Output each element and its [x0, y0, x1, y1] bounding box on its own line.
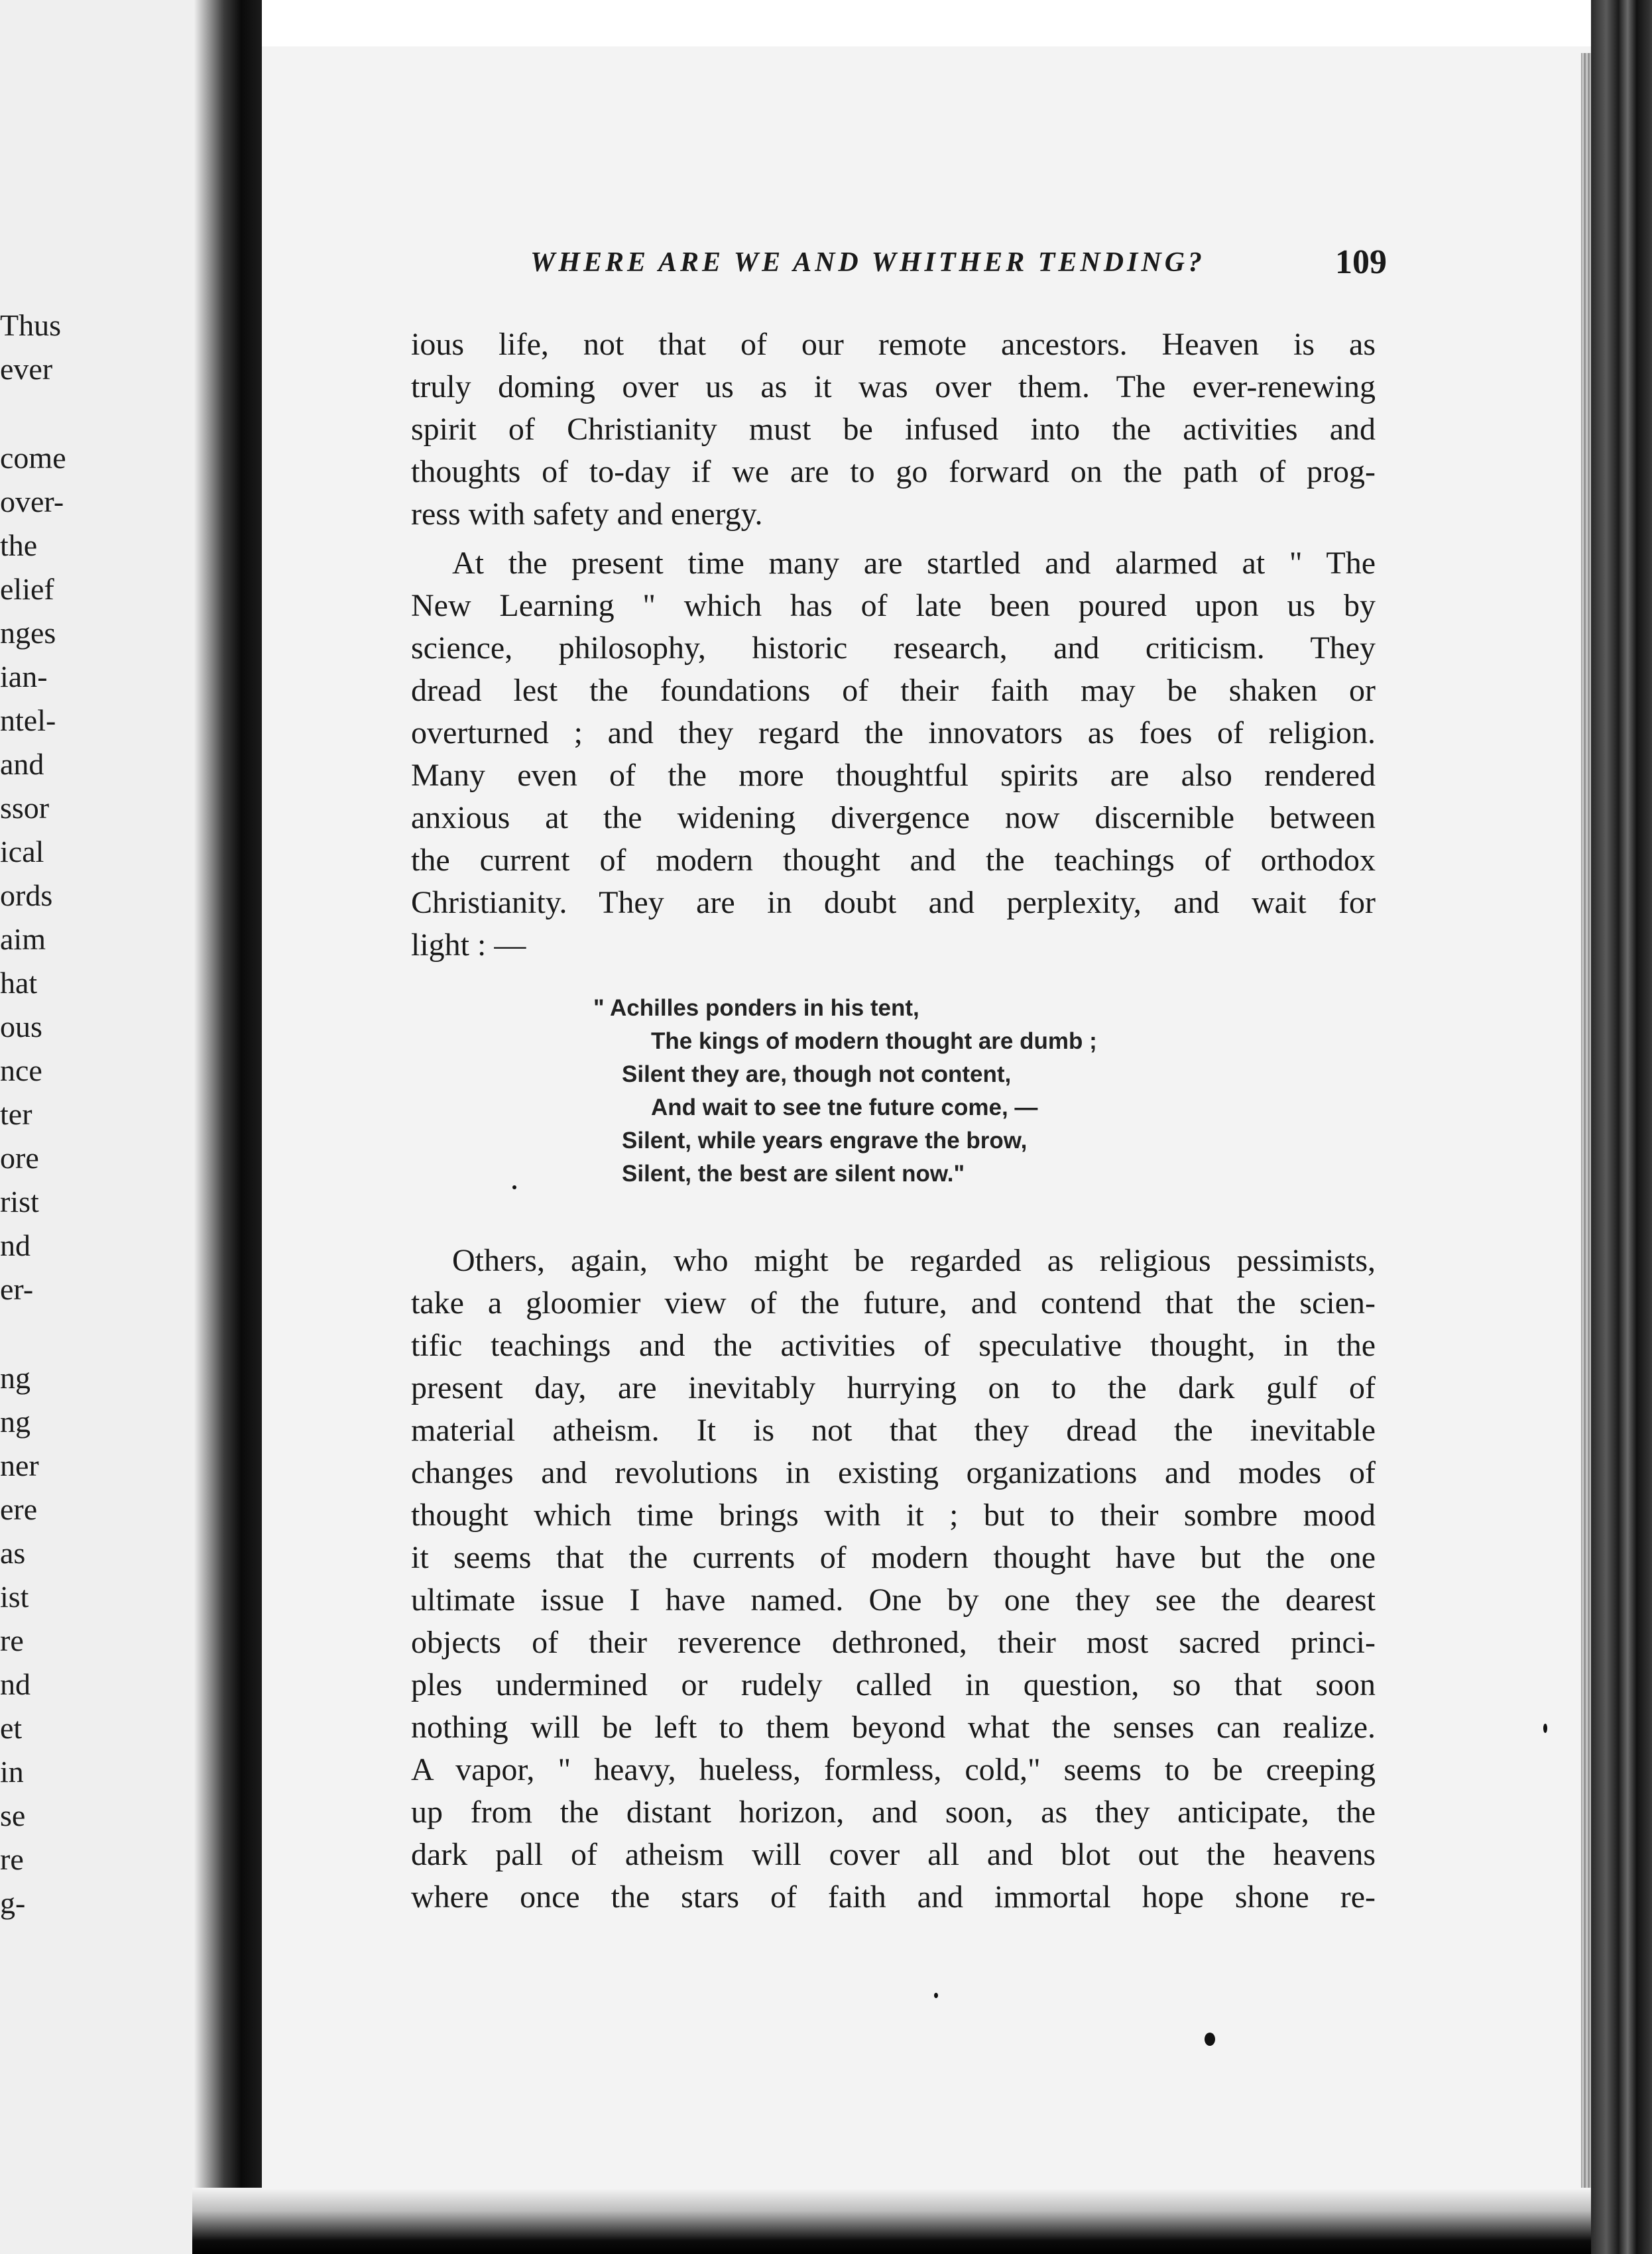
page-edges	[1581, 53, 1592, 2201]
text-line: where once the stars of faith and immortal hope shone re-	[411, 1879, 1376, 1915]
text-line: the current of modern thought and the teachings of orthodox	[411, 843, 1376, 878]
fragment-word: ever	[0, 352, 53, 386]
text-line: tific teachings and the activities of speculative thought, in the	[411, 1328, 1376, 1363]
poem-line: Silent they are, though not content,	[622, 1061, 1012, 1087]
fragment-word: and	[0, 747, 44, 781]
fragment-word: elief	[0, 572, 54, 606]
fragment-word: Thus	[0, 308, 61, 342]
fragment-word: nd	[0, 1228, 30, 1262]
poem-line: And wait to see tne future come, —	[651, 1095, 1038, 1120]
text-line: take a gloomier view of the future, and contend that the scien-	[411, 1285, 1376, 1321]
text-line: ress with safety and energy.	[411, 497, 763, 532]
text-line: ultimate issue I have named. One by one they see the dearest	[411, 1582, 1376, 1618]
fragment-word: ner	[0, 1449, 39, 1482]
left-page-fragment	[0, 0, 262, 2254]
fragment-word: ous	[0, 1010, 42, 1043]
fragment-word: er-	[0, 1272, 34, 1306]
text-line: objects of their reverence dethroned, their most sacred princi-	[411, 1625, 1376, 1660]
poem-line: Silent, while years engrave the brow,	[622, 1128, 1028, 1154]
fragment-word: ist	[0, 1580, 29, 1614]
fragment-word: ng	[0, 1405, 30, 1439]
fragment-word: the	[0, 528, 38, 562]
text-line: Others, again, who might be regarded as religious pessimists,	[452, 1243, 1376, 1278]
fragment-word: ere	[0, 1492, 38, 1526]
text-line: At the present time many are startled and alarmed at " The	[452, 546, 1376, 581]
fragment-word: ng	[0, 1361, 30, 1395]
fragment-word: nd	[0, 1667, 30, 1701]
scan-speck	[934, 1993, 938, 1998]
fragment-word: ter	[0, 1097, 32, 1131]
fragment-word: hat	[0, 966, 38, 1000]
poem-line: Silent, the best are silent now."	[622, 1161, 965, 1187]
text-line: Many even of the more thoughtful spirits are also rendered	[411, 758, 1376, 793]
text-line: nothing will be left to them beyond what the senses can realize.	[411, 1710, 1376, 1745]
scan-speck	[1543, 1724, 1547, 1733]
fragment-word: ore	[0, 1141, 39, 1175]
text-line: dread lest the foundations of their faith may be shaken or	[411, 673, 1376, 708]
text-line: up from the distant horizon, and soon, as they anticipate, the	[411, 1795, 1376, 1830]
text-line: New Learning " which has of late been poured upon us by	[411, 588, 1376, 623]
text-line: material atheism. It is not that they dread the inevitable	[411, 1413, 1376, 1448]
fragment-word: g-	[0, 1886, 26, 1920]
fragment-word: nce	[0, 1053, 42, 1087]
text-line: thoughts of to-day if we are to go forward on the path of prog-	[411, 454, 1376, 489]
fragment-word: rist	[0, 1185, 39, 1218]
text-line: spirit of Christianity must be infused into the activities and	[411, 412, 1376, 447]
fragment-word: re	[0, 1842, 24, 1876]
scan-speck	[1205, 2033, 1215, 2046]
scan-speck	[512, 1185, 516, 1189]
text-line: dark pall of atheism will cover all and blot out the heavens	[411, 1837, 1376, 1872]
fragment-word: come	[0, 441, 66, 475]
text-line: present day, are inevitably hurrying on to the dark gulf of	[411, 1370, 1376, 1405]
text-line: truly doming over us as it was over them. The ever-renewing	[411, 369, 1376, 404]
text-line: science, philosophy, historic research, and criticism. They	[411, 630, 1376, 666]
text-line: A vapor, " heavy, hueless, formless, cold," seems to be creeping	[411, 1752, 1376, 1787]
fragment-word: se	[0, 1799, 26, 1832]
fragment-word: in	[0, 1755, 24, 1789]
poem-line: " Achilles ponders in his tent,	[593, 995, 919, 1021]
text-line: light : —	[411, 927, 526, 963]
text-line: it seems that the currents of modern thought have but the one	[411, 1540, 1376, 1575]
fragment-word: ords	[0, 878, 53, 912]
poem-line: The kings of modern thought are dumb ;	[651, 1028, 1097, 1054]
fragment-word: aim	[0, 922, 46, 956]
fragment-word: re	[0, 1624, 24, 1657]
fragment-word: ian-	[0, 660, 48, 693]
fragment-word: ical	[0, 835, 44, 868]
fragment-word: over-	[0, 485, 64, 518]
running-title: WHERE ARE WE AND WHITHER TENDING?	[530, 247, 1206, 278]
text-line: ious life, not that of our remote ancestors. Heaven is as	[411, 327, 1376, 362]
page-number: 109	[1335, 243, 1387, 281]
fragment-word: ssor	[0, 791, 50, 825]
fragment-word: ntel-	[0, 703, 56, 737]
running-header	[530, 243, 1387, 293]
text-line: thought which time brings with it ; but to their sombre mood	[411, 1498, 1376, 1533]
text-line: ples undermined or rudely called in question, so that soon	[411, 1667, 1376, 1702]
fragment-word: et	[0, 1711, 23, 1745]
scan-bottom-border	[192, 2188, 1591, 2254]
text-line: anxious at the widening divergence now discernible between	[411, 800, 1376, 835]
text-line: changes and revolutions in existing organizations and modes of	[411, 1455, 1376, 1490]
text-line: overturned ; and they regard the innovators as foes of religion.	[411, 715, 1376, 750]
book-gutter-shadow	[194, 0, 262, 2254]
scan-right-border	[1591, 0, 1652, 2254]
fragment-word: as	[0, 1536, 26, 1570]
fragment-word: nges	[0, 616, 56, 650]
text-line: Christianity. They are in doubt and perplexity, and wait for	[411, 885, 1376, 920]
